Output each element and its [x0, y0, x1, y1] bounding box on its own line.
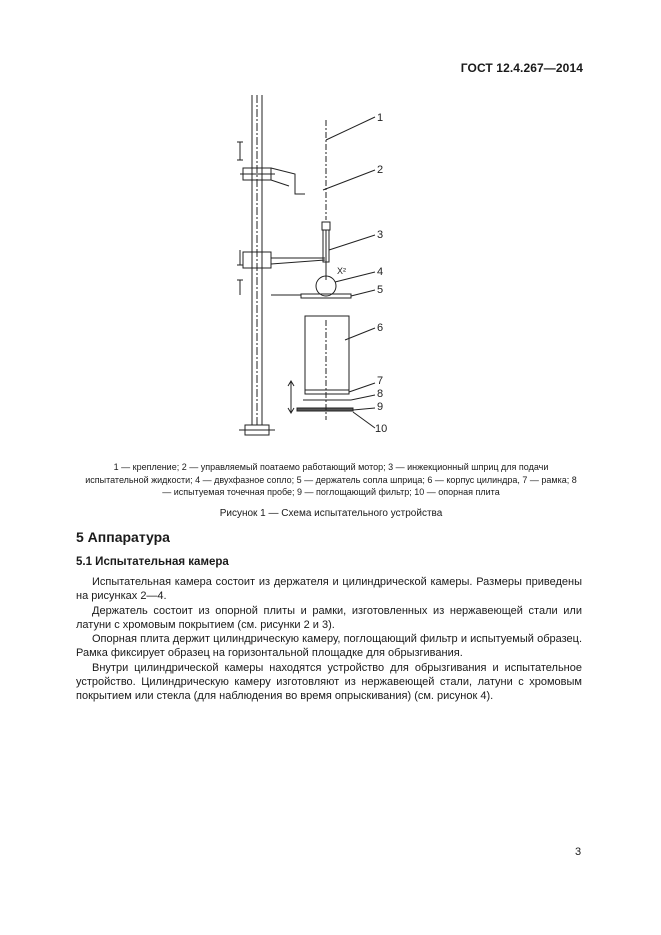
page-number: 3 [575, 846, 582, 858]
label-2: 2 [377, 164, 384, 176]
label-7: 7 [377, 375, 384, 387]
label-5: 5 [377, 284, 384, 296]
section-title: 5 Аппаратура [76, 529, 170, 545]
motor-bracket [271, 168, 305, 194]
label-10: 10 [375, 423, 388, 435]
figure-caption: Рисунок 1 — Схема испытательного устройства [219, 508, 443, 519]
figure-legend: 1 — крепление; 2 — управляемый поатаемо работающий мотор; 3 — инжекционный шприц для подачи испытательной жидкости; 4 — двухфазное сопло; 5 — держатель сопла шприца; 6 — корпус цилиндра, 7 — рамка; 8 — испытуемая точечная пробе; 9 — поглощающий фильтр; 10 — опорная плита [85, 462, 577, 497]
label-6: 6 [377, 322, 384, 334]
syringe-top [322, 222, 330, 230]
paragraph: Держатель состоит из опорной плиты и рамки, изготовленных из нержавеющей стали или латуни с хромовым покрытием (см. рисунки 2 и 3). [76, 604, 582, 631]
cylinder-body [305, 316, 349, 390]
frame [305, 390, 349, 394]
label-3: 3 [377, 229, 384, 241]
label-8: 8 [377, 388, 384, 400]
label-9: 9 [377, 401, 384, 413]
diagram-svg [225, 90, 405, 450]
subsection-title: 5.1 Испытательная камера [76, 556, 229, 568]
x-mark: X² [337, 266, 346, 276]
label-1: 1 [377, 112, 384, 124]
absorbing-filter [297, 408, 353, 411]
paragraph: Опорная плита держит цилиндрическую камеру, поглощающий фильтр и испытуемый образец. Рамка фиксирует образец на горизонтальной площадке для обрызгивания. [76, 633, 582, 660]
label-4: 4 [377, 266, 384, 278]
standard-header: ГОСТ 12.4.267—2014 [460, 61, 583, 75]
section-body [76, 575, 582, 704]
test-device-diagram [225, 90, 405, 450]
paragraph: Внутри цилиндрической камеры находятся устройство для обрызгивания и испытательное устройство. Цилиндрическую камеру изготовляют из нержавеющей стали, латуни с хромовым покрытием или стекла (для наблюдения во время опрыскивания) (см. рисунок 4). [76, 661, 582, 703]
paragraph: Испытательная камера состоит из держателя и цилиндрической камеры. Размеры приведены на рисунках 2—4. [76, 576, 582, 603]
